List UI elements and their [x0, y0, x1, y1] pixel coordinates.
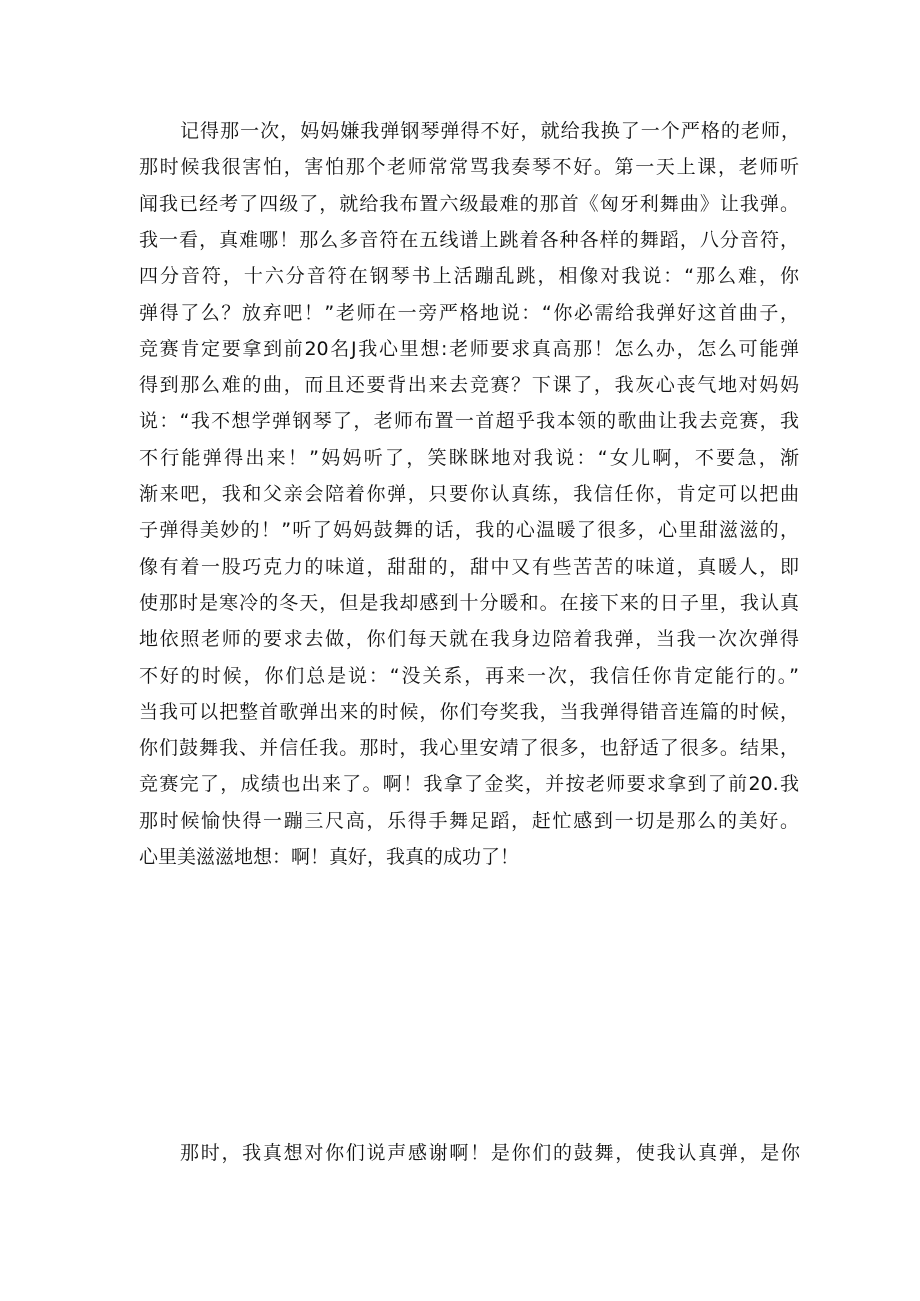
paragraph-first-line: 那时，我真想对你们说声感谢啊！是你们的鼓舞，使我认真弹，是你 [180, 1142, 800, 1164]
text-line: 说：“我不想学弹钢琴了，老师布置一首超乎我本领的歌曲让我去竞赛，我 [139, 410, 799, 433]
text-line: 得到那么难的曲，而且还要背出来去竞赛？下课了，我灰心丧气地对妈妈 [139, 374, 799, 397]
text-line: 当我可以把整首歌弹出来的时候，你们夸奖我，当我弹得错音连篇的时候， [139, 700, 799, 723]
text-line: 地依照老师的要求去做，你们每天就在我身边陪着我弹，当我一次次弹得 [139, 628, 799, 651]
text-line: 不好的时候，你们总是说：“没关系，再来一次，我信任你肯定能行的。” [139, 664, 799, 687]
text-line: 闻我已经考了四级了，就给我布置六级最难的那首《匈牙利舞曲》让我弹。 [139, 192, 799, 215]
text-line: 使那时是寒冷的冬天，但是我却感到十分暖和。在接下来的日子里，我认真 [139, 591, 799, 614]
text-line: 四分音符，十六分音符在钢琴书上活蹦乱跳，相像对我说：“那么难，你 [139, 265, 799, 288]
text-line: 像有着一股巧克力的味道，甜甜的，甜中又有些苦苦的味道，真暖人，即 [139, 555, 799, 578]
text-line: 渐来吧，我和父亲会陪着你弹，只要你认真练，我信任你，肯定可以把曲 [139, 483, 799, 505]
text-line: 那时候愉快得一蹦三尺高，乐得手舞足蹈，赶忙感到一切是那么的美好。 [139, 809, 799, 832]
text-line: 你们鼓舞我、并信任我。那时，我心里安靖了很多，也舒适了很多。结果， [139, 737, 799, 760]
text-line: 我一看，真难哪！那么多音符在五线谱上跳着各种各样的舞蹈，八分音符， [139, 228, 799, 251]
text-line: 不行能弹得出来！”妈妈听了，笑眯眯地对我说：“女儿啊，不要急，渐 [139, 446, 799, 469]
paragraph-first-line: 记得那一次，妈妈嫌我弹钢琴弹得不好，就给我换了一个严格的老师， [180, 120, 800, 142]
text-line: 竞赛完了，成绩也出来了。啊！我拿了金奖，并按老师要求拿到了前20.我 [139, 773, 799, 796]
text-line: 竞赛肯定要拿到前20名J我心里想:老师要求真高那！怎么办，怎么可能弹 [139, 337, 799, 360]
text-line: 那时候我很害怕，害怕那个老师常常骂我奏琴不好。第一天上课，老师听 [139, 156, 799, 179]
text-line: 弹得了么？放弃吧！”老师在一旁严格地说：“你必需给我弹好这首曲子， [139, 301, 799, 324]
text-line: 子弹得美妙的！”听了妈妈鼓舞的话，我的心温暖了很多，心里甜滋滋的， [139, 519, 799, 542]
text-line: 心里美滋滋地想：啊！真好，我真的成功了！ [139, 846, 520, 868]
